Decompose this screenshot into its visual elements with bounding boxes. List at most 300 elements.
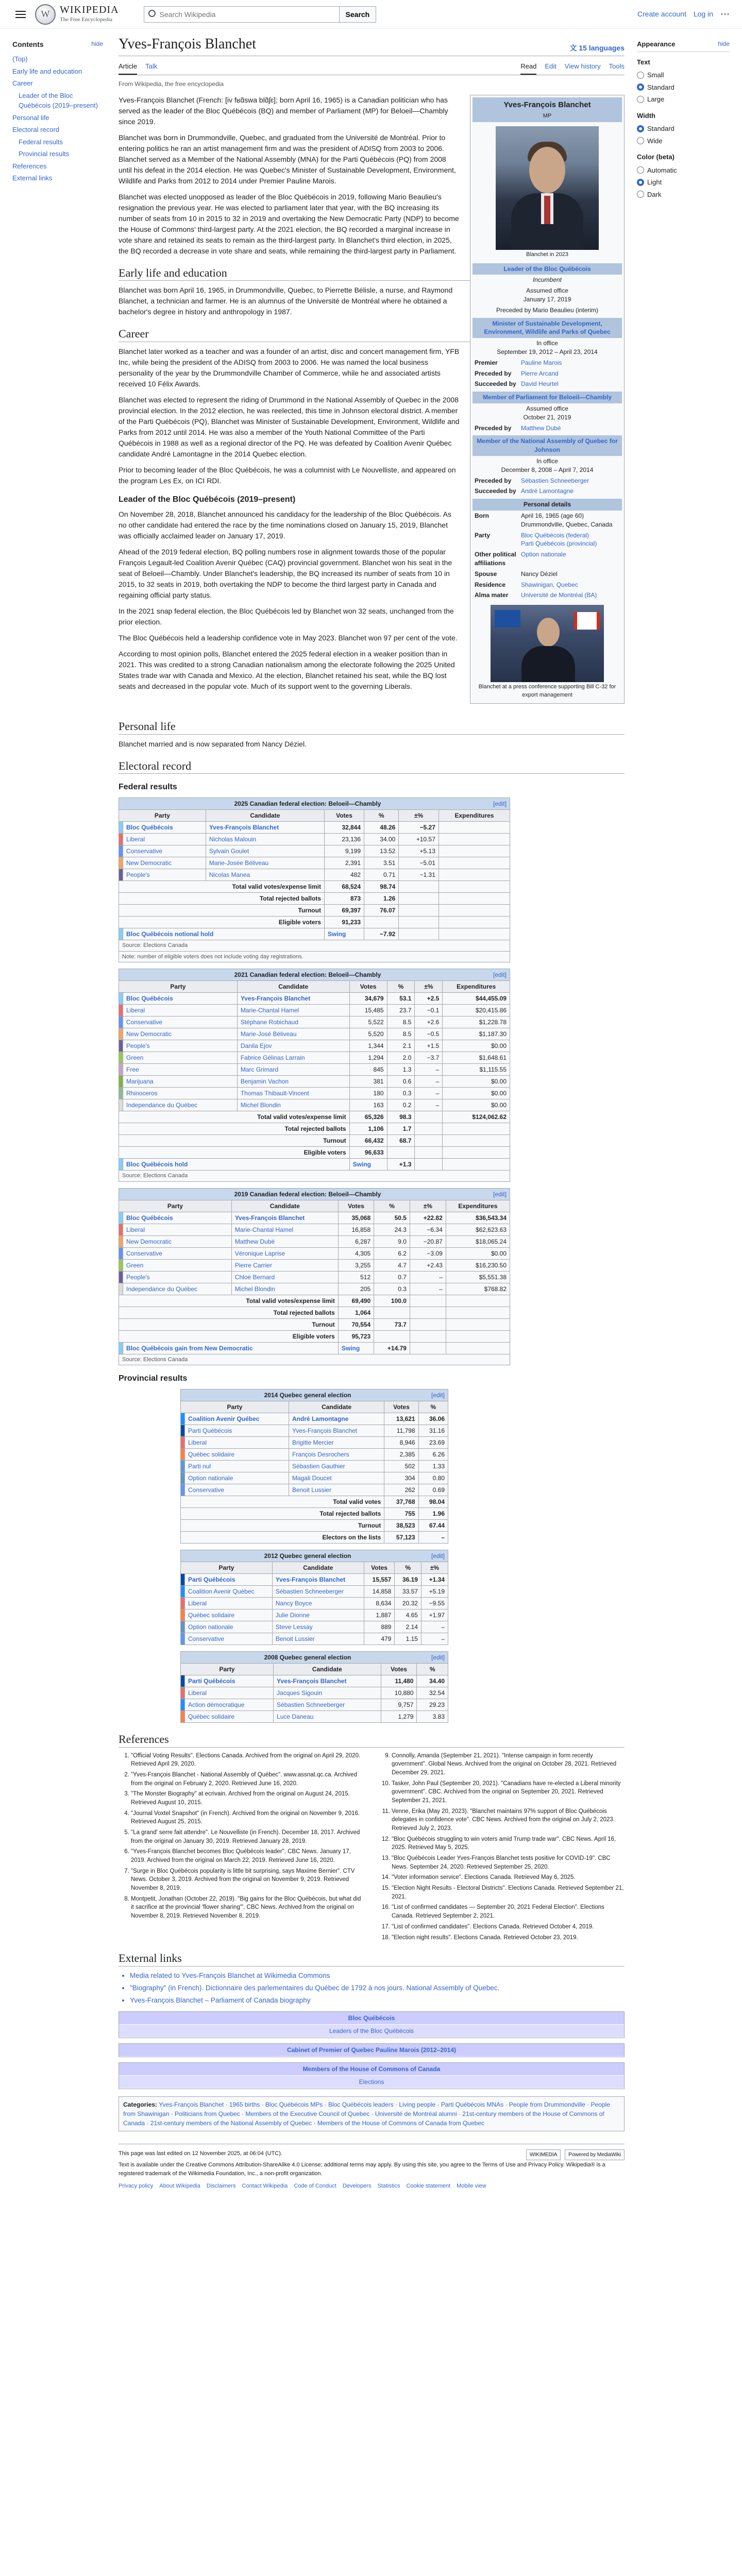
cell-candidate[interactable]: Yves-François Blanchet	[206, 822, 324, 834]
cell-party[interactable]: Green	[123, 1259, 232, 1271]
born-value: April 16, 1965 (age 60) Drummondville, Quebec, Canada	[521, 512, 613, 528]
cell-votes: 163	[349, 1099, 387, 1111]
cell-votes: 34,679	[349, 993, 387, 1005]
reference-item: 10. Tasker, John Paul (September 20, 2021). "Canadians have re-elected a Liberal minority government". CBC. Archived from the original on September 20, 2021. Retrieved September 21, 2021.	[392, 1780, 625, 1805]
wikipedia-logo[interactable]	[35, 4, 119, 25]
summary-row	[119, 1318, 510, 1330]
infobox-name: Yves-François Blanchet	[473, 97, 622, 112]
election-table	[180, 1389, 448, 1544]
summary-value: 68,524	[324, 881, 364, 893]
cell-candidate[interactable]: François Desrochers	[289, 1449, 384, 1461]
swing-label[interactable]: Swing	[349, 1159, 387, 1171]
wikimedia-badge[interactable]: WIKIMEDIA	[526, 2149, 561, 2160]
cell-candidate[interactable]: Benoit Lussier	[272, 1633, 364, 1645]
assumed-office: Assumed office January 17, 2019	[523, 287, 571, 303]
radio-icon	[637, 166, 644, 174]
table-row	[119, 1283, 510, 1295]
cell-candidate[interactable]: Benoit Lussier	[289, 1484, 384, 1496]
column-header: Candidate	[274, 1664, 381, 1675]
cell-chg: –	[415, 1099, 443, 1111]
election-table-caption	[119, 969, 510, 981]
toc-item[interactable]: References	[12, 162, 47, 170]
cell-pct: 0.6	[387, 1076, 415, 1088]
cell-party[interactable]: Bloc Québécois	[123, 993, 238, 1005]
globe-icon: W	[35, 4, 56, 25]
swing-value: +1.3	[387, 1159, 415, 1171]
column-header: Party	[181, 1664, 274, 1675]
tab-edit[interactable]: Edit	[545, 62, 556, 71]
cell-candidate[interactable]: Marie-Chantal Hamel	[237, 1005, 349, 1016]
source-note: Source: Elections Canada	[119, 1354, 510, 1365]
swing-label[interactable]: Swing	[338, 1342, 374, 1354]
cell-candidate[interactable]: Yves-François Blanchet	[231, 1212, 338, 1224]
cell-party[interactable]: Coalition Avenir Québec	[185, 1586, 273, 1598]
cell-party[interactable]: Green	[123, 1052, 238, 1064]
navbox-title[interactable]: Cabinet of Premier of Quebec Pauline Marois (2012–2014)	[119, 2044, 624, 2057]
cell-candidate[interactable]: Brigitte Mercier	[289, 1437, 384, 1449]
column-header: Candidate	[272, 1562, 364, 1574]
assumed-office-3: Assumed office October 21, 2019	[523, 405, 571, 421]
color-option[interactable]	[637, 189, 730, 201]
preceded-value-2[interactable]: Pierre Arcand	[521, 369, 559, 377]
navbox	[119, 2011, 625, 2038]
table-row	[119, 1076, 510, 1088]
color-label: Color (beta)	[637, 153, 674, 161]
edit-link[interactable]: [edit]	[431, 1654, 445, 1662]
cell-candidate[interactable]: Nicolas Manea	[206, 869, 324, 881]
radio-icon	[637, 191, 644, 198]
column-header: Votes	[384, 1401, 418, 1413]
tab-tools[interactable]: Tools	[609, 62, 625, 71]
cell-party[interactable]: Bloc Québécois	[123, 822, 206, 834]
hold-label[interactable]: Bloc Québécois hold	[123, 1159, 350, 1171]
cell-candidate[interactable]: Thomas Thibault-Vincent	[237, 1088, 349, 1099]
summary-value	[399, 893, 439, 905]
cell-exp	[439, 869, 510, 881]
cell-chg: +2.43	[410, 1259, 446, 1271]
toc-hide-button[interactable]: hide	[91, 40, 103, 47]
election-table	[180, 1550, 448, 1645]
cell-candidate[interactable]: Michel Blondin	[237, 1099, 349, 1111]
mediawiki-badge[interactable]: Powered by MediaWiki	[565, 2149, 625, 2160]
toc-item[interactable]: Early life and education	[12, 67, 82, 75]
summary-value: 98.74	[364, 881, 399, 893]
cell-party[interactable]: Conservative	[123, 1247, 232, 1259]
reference-item: 16. "List of confirmed candidates — September 20, 2021 Federal Election". Elections Canada. Retrieved September 2, 2021.	[392, 1903, 625, 1920]
cell-candidate[interactable]: Véronique Laprise	[231, 1247, 338, 1259]
born-label: Born	[475, 512, 489, 519]
cell-candidate[interactable]: Luce Daneau	[274, 1711, 381, 1723]
hold-label[interactable]: Bloc Québécois notional hold	[123, 928, 325, 940]
edit-link[interactable]: [edit]	[431, 1392, 445, 1399]
footer-link[interactable]: Contact Wikipedia	[242, 2183, 288, 2190]
summary-value: 68.7	[387, 1135, 415, 1147]
toc-item[interactable]: Federal results	[19, 138, 63, 146]
cell-party[interactable]: New Democratic	[123, 1028, 238, 1040]
table-row	[181, 1461, 448, 1472]
login-link[interactable]: Log in	[693, 10, 713, 18]
succeeded-value-4[interactable]: André Lamontagne	[521, 487, 574, 495]
office2-term: In office September 19, 2012 – April 23, 2014	[497, 340, 598, 356]
office-mp[interactable]: Member of Parliament for Beloeil—Chambly	[473, 392, 622, 403]
cell-candidate[interactable]: Yves-François Blanchet	[272, 1574, 364, 1586]
color-option-label: Dark	[647, 190, 662, 198]
cell-party[interactable]: Parti Québécois	[185, 1675, 274, 1687]
column-header: ±%	[399, 810, 439, 822]
cell-candidate[interactable]: Stéphane Robichaud	[237, 1016, 349, 1028]
table-row	[181, 1687, 448, 1699]
table-row	[119, 1259, 510, 1271]
cell-exp: $768.82	[446, 1283, 510, 1295]
cell-pct: 36.19	[395, 1574, 421, 1586]
cell-party[interactable]: Option nationale	[185, 1472, 289, 1484]
navbox-row[interactable]: Elections	[119, 2076, 624, 2089]
cell-candidate[interactable]: Marie-Chantal Hamel	[231, 1224, 338, 1235]
party-color-swatch	[119, 834, 123, 845]
text-size-label: Text	[637, 58, 650, 66]
site-header	[0, 0, 742, 29]
cell-party[interactable]: Conservative	[185, 1484, 289, 1496]
bloc-paragraph: On November 28, 2018, Blanchet announced his candidacy for the leadership of the Bloc Québécois. As no other candidate had entered the race by the time nominations closed on January 15, 2019, Blanchet was officially acclaimed leader on January 17, 2019.	[119, 510, 451, 540]
cell-candidate[interactable]: Sébastien Gauthier	[289, 1461, 384, 1472]
table-row	[119, 857, 510, 869]
spouse-value: Nancy Déziel	[521, 570, 558, 578]
cell-party[interactable]: Québec solidaire	[185, 1609, 273, 1621]
succeeded-value-2[interactable]: David Heurtel	[521, 380, 559, 388]
edit-link[interactable]: [edit]	[431, 1552, 445, 1560]
color-option[interactable]	[637, 176, 730, 189]
cell-candidate[interactable]: Sylvain Goulet	[206, 845, 324, 857]
cell-candidate[interactable]: Yves-François Blanchet	[289, 1425, 384, 1437]
text-option[interactable]	[637, 69, 730, 81]
cell-candidate[interactable]: Fabrice Gélinas Larrain	[237, 1052, 349, 1064]
summary-value: 1,064	[338, 1307, 374, 1318]
toc-item[interactable]: Provincial results	[19, 150, 70, 158]
summary-value	[399, 881, 439, 893]
width-option-label: Wide	[647, 137, 663, 145]
table-row	[119, 869, 510, 881]
party-color-swatch	[181, 1437, 185, 1449]
table-row	[181, 1633, 448, 1645]
cell-candidate[interactable]: Magali Doucet	[289, 1472, 384, 1484]
cell-votes: 10,880	[381, 1687, 417, 1699]
party-color-swatch	[181, 1711, 185, 1723]
cell-votes: 9,757	[381, 1699, 417, 1711]
party-color-swatch	[119, 1028, 123, 1040]
cell-votes: 9,199	[324, 845, 364, 857]
edit-link[interactable]: [edit]	[493, 800, 507, 808]
summary-value: 100.0	[374, 1295, 410, 1307]
cell-candidate[interactable]: Matthew Dubé	[231, 1235, 338, 1247]
party-color-swatch	[181, 1675, 185, 1687]
cell-party[interactable]: Liberal	[123, 834, 206, 845]
color-option[interactable]	[637, 164, 730, 177]
cell-chg: −5.27	[399, 822, 439, 834]
menu-bar-icon	[15, 17, 26, 18]
menu-bar-icon	[15, 14, 26, 15]
cell-party[interactable]: Conservative	[185, 1633, 273, 1645]
personal-details-header: Personal details	[473, 499, 622, 511]
cell-candidate[interactable]: Sébastien Schneeberger	[274, 1699, 381, 1711]
cell-candidate[interactable]: Jacques Sigouin	[274, 1687, 381, 1699]
summary-row	[119, 881, 510, 893]
column-header: Expenditures	[439, 810, 510, 822]
cell-party[interactable]: Québec solidaire	[185, 1711, 274, 1723]
create-account-link[interactable]: Create account	[637, 10, 686, 18]
table-row	[181, 1449, 448, 1461]
summary-label: Turnout	[119, 905, 325, 917]
cell-candidate[interactable]: Marc Grimard	[237, 1064, 349, 1076]
navbox-title[interactable]: Members of the House of Commons of Canada	[119, 2063, 624, 2076]
election-table-caption	[119, 798, 510, 810]
party-color-swatch	[181, 1633, 185, 1645]
tab-talk[interactable]: Talk	[145, 62, 158, 71]
preceded-value-3[interactable]: Matthew Dubé	[521, 424, 561, 432]
cell-votes: 5,520	[349, 1028, 387, 1040]
main-menu-button[interactable]	[12, 6, 29, 23]
column-header: Candidate	[206, 810, 324, 822]
reference-item: 4. "Journal Voxtel Snapshot" (in French). Archived from the original on November 9, 2016. Retrieved August 25, 2015.	[131, 1809, 364, 1826]
summary-value	[439, 905, 510, 917]
table-row	[119, 1247, 510, 1259]
residence-value[interactable]: Shawinigan, Quebec	[521, 581, 578, 588]
search-input[interactable]	[144, 6, 340, 23]
cell-chg: –	[421, 1633, 448, 1645]
table-row	[181, 1437, 448, 1449]
caption-text: 2021 Canadian federal election: Beloeil—Chambly	[234, 971, 381, 979]
summary-value: 91,233	[324, 917, 364, 928]
cell-candidate[interactable]: André Lamontagne	[289, 1413, 384, 1425]
summary-value	[410, 1307, 446, 1318]
source-note: Source: Elections Canada	[119, 940, 510, 952]
hold-label[interactable]: Bloc Québécois gain from New Democratic	[123, 1342, 339, 1354]
cell-candidate[interactable]: Marie-José Béliveau	[237, 1028, 349, 1040]
cell-votes: 205	[338, 1283, 374, 1295]
swing-value: +14.79	[374, 1342, 410, 1354]
language-button[interactable]: 文 15 languages	[569, 44, 625, 53]
cell-party[interactable]: New Democratic	[123, 857, 206, 869]
cell-candidate[interactable]: Chloé Bernard	[231, 1271, 338, 1283]
text-option[interactable]	[637, 93, 730, 106]
width-option[interactable]	[637, 123, 730, 135]
search-button[interactable]: Search	[340, 6, 377, 23]
cell-party[interactable]: Québec solidaire	[185, 1449, 289, 1461]
summary-value	[415, 1147, 443, 1159]
footer-link[interactable]: Privacy policy	[119, 2183, 154, 2190]
reference-item: 14. "Voter information service". Elections Canada. Retrieved May 6, 2025.	[392, 1873, 625, 1882]
radio-icon	[637, 96, 644, 103]
party-color-swatch	[119, 1064, 123, 1076]
other-party-value[interactable]: Option nationale	[521, 551, 566, 558]
toc-item[interactable]: Personal life	[12, 113, 49, 122]
cell-votes: 5,522	[349, 1016, 387, 1028]
appearance-hide-button[interactable]: hide	[718, 40, 730, 47]
external-link[interactable]: • "Biography" (in French). Dictionnaire des parlementaires du Québec de 1792 à nos jours. National Assembly of Quebec.	[130, 1983, 625, 1993]
cell-candidate[interactable]: Nicholas Malouin	[206, 834, 324, 845]
premier-value[interactable]: Pauline Marois	[521, 359, 562, 366]
cell-candidate[interactable]: Marie-Josée Béliveau	[206, 857, 324, 869]
external-link[interactable]: • Yves-François Blanchet – Parliament of Canada biography	[130, 1995, 625, 2006]
footer-link[interactable]: Statistics	[377, 2183, 400, 2190]
table-row	[119, 1052, 510, 1064]
cell-exp: $16,230.50	[446, 1259, 510, 1271]
cell-party[interactable]: Rhinoceros	[123, 1088, 238, 1099]
cell-party[interactable]: People's	[123, 1271, 232, 1283]
table-row	[119, 1040, 510, 1052]
summary-value	[364, 917, 399, 928]
cell-party[interactable]: Liberal	[185, 1598, 273, 1609]
caption-text: 2019 Canadian federal election: Beloeil—Chambly	[234, 1190, 381, 1198]
cell-candidate[interactable]: Pierre Carrier	[231, 1259, 338, 1271]
cell-candidate[interactable]: Steve Lessay	[272, 1621, 364, 1633]
cell-candidate[interactable]: Yves-François Blanchet	[274, 1675, 381, 1687]
office-minister-environment[interactable]: Minister of Sustainable Development, Environment, Wildlife and Parks of Quebec	[473, 318, 622, 338]
cell-votes: 262	[384, 1484, 418, 1496]
other-party-label: Other political affiliations	[475, 551, 516, 567]
summary-value: 98.3	[387, 1111, 415, 1123]
summary-value: 38,523	[384, 1520, 418, 1532]
table-row	[119, 845, 510, 857]
cell-party[interactable]: People's	[123, 1040, 238, 1052]
footer-link[interactable]: Mobile view	[457, 2183, 486, 2190]
cell-pct: 23.69	[418, 1437, 448, 1449]
cell-pct: 0.69	[418, 1484, 448, 1496]
cell-party[interactable]: Marijuana	[123, 1076, 238, 1088]
edit-link[interactable]: [edit]	[493, 1190, 507, 1198]
cell-votes: 512	[338, 1271, 374, 1283]
subsection-heading-federal: Federal results	[119, 783, 177, 792]
party-value[interactable]: Bloc Québécois (federal) Parti Québécois (provincial)	[521, 531, 597, 548]
footer-link[interactable]: Developers	[342, 2183, 372, 2190]
section-heading-external-links: External links	[119, 1951, 625, 1967]
cell-chg: +2.6	[415, 1016, 443, 1028]
summary-label: Electors on the lists	[181, 1532, 384, 1544]
cell-party[interactable]: Action démocratique	[185, 1699, 274, 1711]
footer-link[interactable]: Code of Conduct	[294, 2183, 336, 2190]
press-conference-photo[interactable]	[491, 605, 604, 682]
photo-caption: Blanchet in 2023	[526, 251, 568, 258]
bloc-paragraph: In the 2021 snap federal election, the Bloc Québécois led by Blanchet won 32 seats, unchanged from the prior election.	[119, 607, 454, 626]
external-link[interactable]: • Media related to Yves-François Blanchet at Wikimedia Commons	[130, 1971, 625, 1981]
party-color-swatch	[181, 1461, 185, 1472]
summary-value: 57,123	[384, 1532, 418, 1544]
cell-party[interactable]: Conservative	[123, 1016, 238, 1028]
swing-label[interactable]: Swing	[324, 928, 364, 940]
tab-article[interactable]: Article	[119, 59, 137, 75]
categories-list[interactable]: Yves-François Blanchet · 1965 births · Bloc Québécois MPs · Bloc Québécois leaders · Living people · Parti Québécois MNAs · People from Drummondville · People from Shawinigan · Politicians from Quebec · Members of the Executive Council of Quebec · Université de Montréal alumni · 21st-century members of the House of Commons of Canada · 21st-century members of the National Assembly of Quebec · Members of the House of Commons of Canada from Quebec	[123, 2100, 610, 2127]
column-header: ±%	[415, 981, 443, 993]
preceded-label: Preceded by	[475, 369, 512, 377]
cell-party[interactable]: Liberal	[185, 1687, 274, 1699]
cell-votes: 889	[364, 1621, 395, 1633]
cell-party[interactable]: People's	[123, 869, 206, 881]
cell-party[interactable]: Liberal	[123, 1005, 238, 1016]
footer-link[interactable]: Cookie statement	[406, 2183, 451, 2190]
navbox-title[interactable]: Bloc Québécois	[119, 2012, 624, 2025]
cell-pct: 1.3	[387, 1064, 415, 1076]
toc-item[interactable]: Career	[12, 79, 33, 87]
summary-label: Total valid votes/expense limit	[119, 881, 325, 893]
text-option-label: Small	[647, 71, 664, 79]
cell-party[interactable]: Bloc Québécois	[123, 1212, 232, 1224]
election-table	[119, 969, 510, 1182]
cell-exp: $1,228.78	[443, 1016, 510, 1028]
cell-party[interactable]: Free	[123, 1064, 238, 1076]
table-row	[181, 1598, 448, 1609]
main-content	[103, 29, 637, 2196]
portrait-photo[interactable]	[496, 126, 599, 250]
summary-value	[399, 917, 439, 928]
cell-candidate[interactable]: Danila Ejov	[237, 1040, 349, 1052]
toc-list	[12, 53, 103, 184]
navbox-row[interactable]: Leaders of the Bloc Québécois	[119, 2025, 624, 2038]
alma-mater-value[interactable]: Université de Montréal (BA)	[521, 591, 597, 599]
cell-party[interactable]: Parti Québécois	[185, 1574, 273, 1586]
cell-party[interactable]: Option nationale	[185, 1621, 273, 1633]
preceded-value-4[interactable]: Sébastien Schneeberger	[521, 477, 589, 484]
cell-candidate[interactable]: Michel Blondin	[231, 1283, 338, 1295]
toc-item[interactable]: (Top)	[12, 55, 28, 63]
cell-candidate[interactable]: Benjamin Vachon	[237, 1076, 349, 1088]
summary-value: 1.96	[418, 1508, 448, 1520]
cell-party[interactable]: Liberal	[123, 1224, 232, 1235]
cell-candidate[interactable]: Yves-François Blanchet	[237, 993, 349, 1005]
toc-item[interactable]: Leader of the Bloc Québécois (2019–present)	[19, 91, 98, 109]
width-option[interactable]	[637, 135, 730, 147]
cell-pct: 2.0	[387, 1052, 415, 1064]
radio-icon	[637, 179, 644, 186]
election-table	[119, 798, 510, 962]
cell-party[interactable]: New Democratic	[123, 1235, 232, 1247]
logo-wordmark: WIKIPEDIA	[60, 4, 119, 16]
office-leader-bq[interactable]: Leader of the Bloc Québécois	[473, 263, 622, 275]
cell-party[interactable]: Parti nul	[185, 1461, 289, 1472]
cell-party[interactable]: Independance du Québec	[123, 1099, 238, 1111]
footer-link[interactable]: About Wikipedia	[159, 2183, 200, 2190]
office4-term: In office December 8, 2008 – April 7, 2014	[501, 457, 594, 473]
office-mna[interactable]: Member of the National Assembly of Quebec for Johnson	[473, 435, 622, 456]
column-header: Party	[119, 1200, 232, 1212]
cell-party[interactable]: Liberal	[185, 1437, 289, 1449]
cell-candidate[interactable]: Sébastien Schneeberger	[272, 1586, 364, 1598]
cell-candidate[interactable]: Nancy Boyce	[272, 1598, 364, 1609]
party-color-swatch	[119, 1271, 123, 1283]
succeeded-label: Succeeded by	[475, 380, 516, 388]
footer-link[interactable]: Disclaimers	[206, 2183, 236, 2190]
toc-item[interactable]: External links	[12, 174, 53, 182]
cell-exp: $5,551.38	[446, 1271, 510, 1283]
tab-view-history[interactable]: View history	[564, 62, 601, 71]
summary-value: 1.26	[364, 893, 399, 905]
column-header: ±%	[410, 1200, 446, 1212]
cell-candidate[interactable]: Julie Dionne	[272, 1609, 364, 1621]
infobox-post-nominal: MP	[473, 112, 622, 122]
cell-exp: $18,065.24	[446, 1235, 510, 1247]
cell-party[interactable]: Independance du Québec	[123, 1283, 232, 1295]
cell-exp: $0.00	[446, 1247, 510, 1259]
tab-read[interactable]: Read	[520, 59, 536, 75]
edit-link[interactable]: [edit]	[493, 971, 507, 979]
cell-party[interactable]: Conservative	[123, 845, 206, 857]
summary-value	[439, 881, 510, 893]
more-options-icon[interactable]: ⋯	[720, 9, 730, 19]
text-option[interactable]	[637, 81, 730, 94]
toc-item[interactable]: Electoral record	[12, 126, 60, 133]
cell-party[interactable]: Parti Québécois	[185, 1425, 289, 1437]
cell-votes: 16,858	[338, 1224, 374, 1235]
cell-party[interactable]: Coalition Avenir Québec	[185, 1413, 289, 1425]
section-heading-career: Career	[119, 327, 625, 342]
